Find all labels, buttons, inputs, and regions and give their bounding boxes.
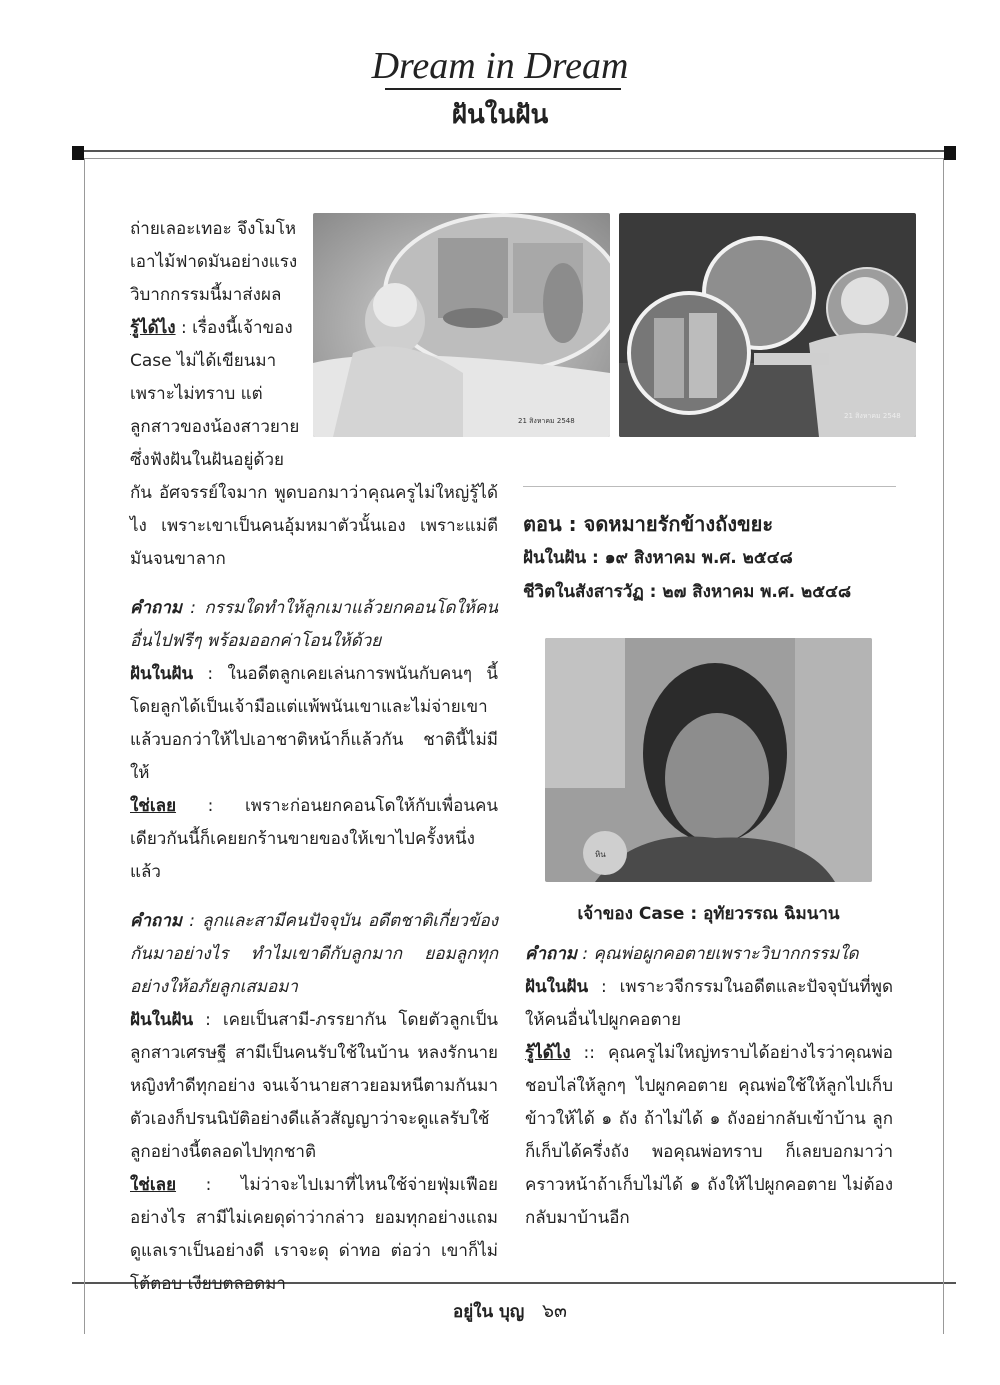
dream-date: ฝันในฝัน : ๑๙ สิงหาคม พ.ศ. ๒๕๔๘ xyxy=(523,548,793,568)
footer-logo: อยู่ใน บุญ xyxy=(453,1302,525,1322)
question-2: คำถาม : ลูกและสามีคนปัจจุบัน อดีตชาติเกี่ยวข้องกันมาอย่างไร ทำไมเขาดีกับลูกมาก ยอมลูกทุกอย่างให้อภัยลูกเสมอมา xyxy=(130,911,498,997)
question-3: คำถาม : คุณพ่อผูกคอตายเพราะวิบากกรรมใด xyxy=(525,944,859,964)
right-main-block xyxy=(525,938,893,1235)
know-line: เพราะไม่ทราบ แต่ xyxy=(130,384,263,404)
know-paragraph-2: รู้ได้ไง :: คุณครูไม่ใหญ่ทราบได้อย่างไรว่าคุณพ่อชอบไล่ให้ลูกๆ ไปผูกคอตาย คุณพ่อใช้ให้ลูกไปเก็บข้าวให้ได้ ๑ ถัง ถ้าไม่ได้ ๑ ถังอย่ากลับเข้าบ้าน ลูกก็เก็บได้ครึ่งถัง พอคุณพ่อทราบ ก็เลยบอกมาว่าคราวหน้าถ้าเก็บไม่ได้ ๑ ถังให้ไปผูกคอตาย ไม่ต้องกลับมาบ้านอีก xyxy=(525,1043,893,1228)
know-paragraph-tail: กัน อัศจรรย์ใจมาก พูดบอกมาว่าคุณครูไม่ใหญ่รู้ได้ไง เพราะเขาเป็นคนอุ้มหมาตัวนั้นเอง เพราะแม่ตีมันจนขาลาก xyxy=(130,483,498,569)
frame-left-line xyxy=(84,158,85,1334)
dream-label: ฝันในฝัน xyxy=(130,1010,194,1030)
frame-corner-top-right xyxy=(944,146,956,160)
page-number: ๖๓ xyxy=(542,1300,568,1322)
confirm-1: ใช่เลย : เพราะก่อนยกคอนโดให้กับเพื่อนคนเดียวกันนี้ก็เคยยกร้านขายของให้เขาไปครั้งหนึ่งแล้ว xyxy=(130,796,498,882)
dream-label: ฝันในฝัน xyxy=(130,664,194,684)
dream-illustration-bed xyxy=(313,213,610,437)
intro-line: ถ่ายเลอะเทอะ จึงโมโห xyxy=(130,219,297,239)
dream-illustration-bubbles xyxy=(619,213,916,437)
question-label: คำถาม xyxy=(130,598,182,618)
know-label: รู้ได้ไง xyxy=(130,318,176,338)
dream-label: ฝันในฝัน xyxy=(525,977,589,997)
frame-right-line xyxy=(943,158,944,1334)
question-label: คำถาม xyxy=(130,911,182,931)
episode-title: ตอน : จดหมายรักข้างถังขยะ xyxy=(523,512,774,536)
page-subtitle: ฝันในฝัน xyxy=(451,100,549,130)
know-paragraph-start: รู้ได้ไง : เรื่องนี้เจ้าของ xyxy=(130,318,293,338)
confirm-label: ใช่เลย xyxy=(130,796,177,816)
frame-inner-top-line xyxy=(84,158,944,159)
photo-label: หิน xyxy=(595,850,606,859)
confirm-label: ใช่เลย xyxy=(130,1175,177,1195)
dream-answer-1: ฝันในฝัน : ในอดีตลูกเคยเล่นการพนันกับคนๆ นี้ โดยลูกได้เป็นเจ้ามือแต่แพ้พนันเขาและไม่จ่ายเขา แล้วบอกว่าให้ไปเอาชาติหน้าก็แล้วกัน ชาตินี้ไม่มีให้ xyxy=(130,664,498,783)
question-label: คำถาม xyxy=(525,944,577,964)
frame-corner-top-left xyxy=(72,146,84,160)
dream-answer-2: ฝันในฝัน : เคยเป็นสามี-ภรรยากัน โดยตัวลูกเป็นลูกสาวเศรษฐี สามีเป็นคนรับใช้ในบ้าน หลงรักนายหญิงทำดีทุกอย่าง จนเจ้านายสาวยอมหนีตามกันมา ตัวเองก็ปรนนิบัติอย่างดีแล้วสัญญาว่าจะดูแลรับใช้ลูกอย่างนี้ตลอดไปทุกชาติ xyxy=(130,1010,498,1162)
confirm-2: ใช่เลย : ไม่ว่าจะไปเมาที่ไหนใช้จ่ายฟุ่มเฟือยอย่างไร สามีไม่เคยดุด่าว่ากล่าว ยอมทุกอย่างแถมดูแลเราเป็นอย่างดี เราจะดุ ด่าทอ ต่อว่า เขาก็ไม่โต้ตอบ เงียบตลอดมา xyxy=(130,1175,498,1294)
photo-stamp-left: 21 สิงหาคม 2548 xyxy=(518,417,575,425)
left-intro-block xyxy=(130,213,300,477)
dream-answer-3: ฝันในฝัน : เพราะวจีกรรมในอดีตและปัจจุบันที่พูดให้คนอื่นไปผูกคอตาย xyxy=(525,977,893,1030)
frame-top-line xyxy=(72,150,956,152)
title-underline xyxy=(385,88,621,90)
page-title: Dream in Dream xyxy=(371,45,629,87)
question-1: คำถาม : กรรมใดทำให้ลูกเมาแล้วยกคอนโดให้คนอื่นไปฟรีๆ พร้อมออกค่าโอนให้ด้วย xyxy=(130,598,498,651)
know-label: รู้ได้ไง xyxy=(525,1043,571,1063)
left-main-block xyxy=(130,477,498,1301)
intro-line: เอาไม้ฟาดมันอย่างแรง xyxy=(130,252,298,272)
know-line: ซึ่งฟังฝันในฝันอยู่ด้วย xyxy=(130,450,284,470)
right-separator xyxy=(523,486,896,487)
life-date: ชีวิตในสังสารวัฏ : ๒๗ สิงหาคม พ.ศ. ๒๕๔๘ xyxy=(523,582,852,602)
photo-caption: เจ้าของ Case : อุทัยวรรณ ฉิมนาน xyxy=(577,904,840,924)
know-line: Case ไม่ได้เขียนมา xyxy=(130,351,277,371)
know-line: ลูกสาวของน้องสาวยาย xyxy=(130,417,300,437)
intro-line: วิบากกรรมนี้มาส่งผล xyxy=(130,285,282,305)
case-owner-photo xyxy=(545,638,872,882)
photo-stamp-right: 21 สิงหาคม 2548 xyxy=(844,412,901,420)
